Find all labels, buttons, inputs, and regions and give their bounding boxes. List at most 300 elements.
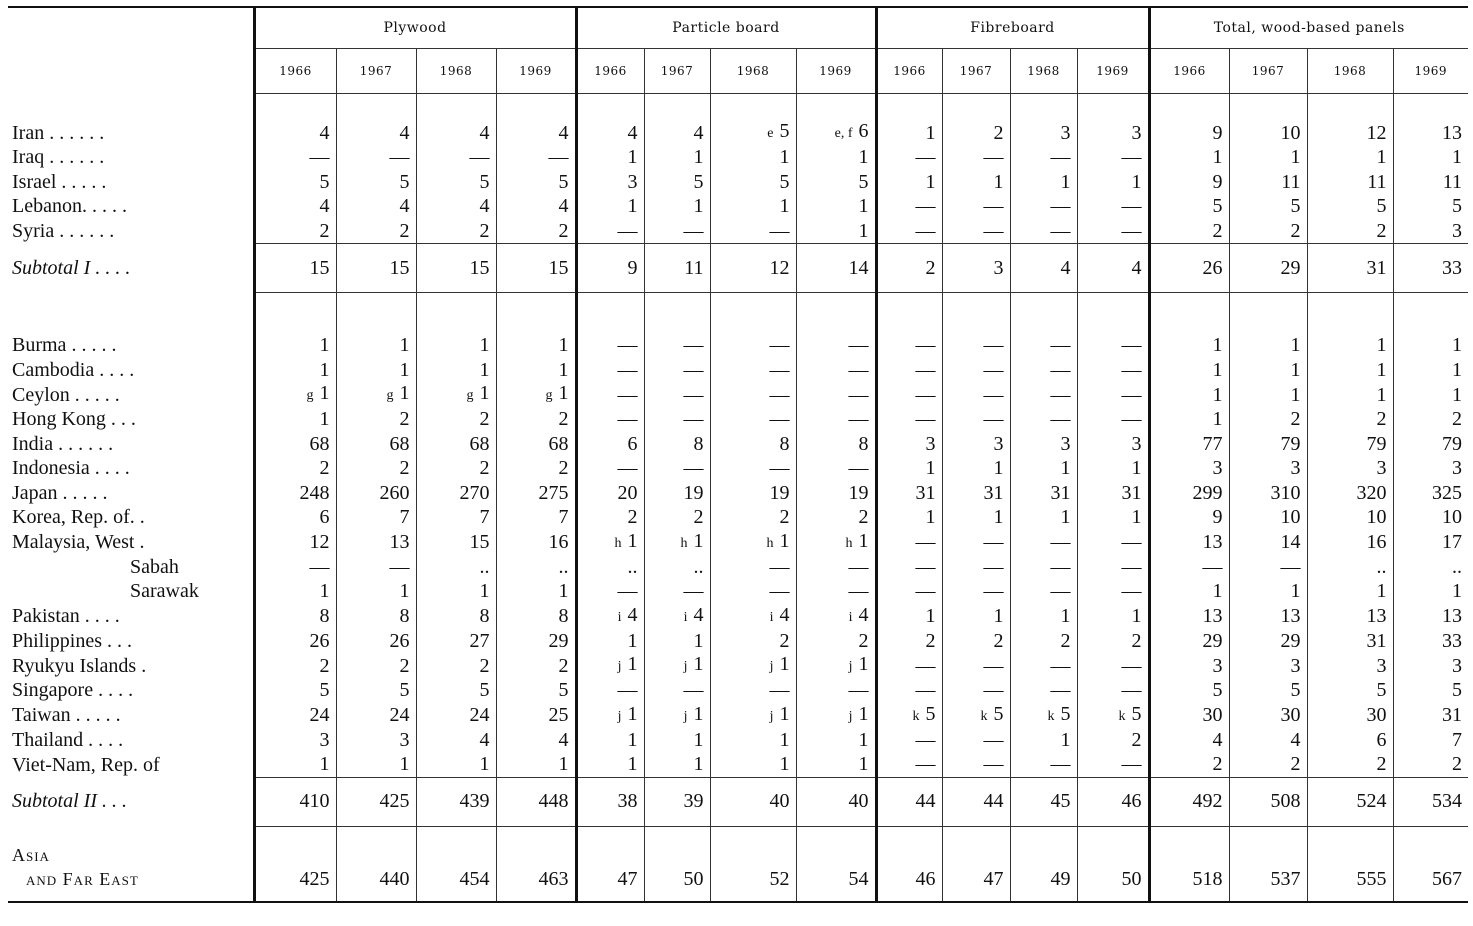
cell-value: 26 <box>309 629 330 652</box>
cell-value: 325 <box>1432 481 1462 504</box>
cell-value: 40 <box>848 790 869 812</box>
dot-leaders: . . . . <box>90 256 131 279</box>
subtotal-row-cell <box>1307 777 1393 826</box>
table-row-cell <box>1149 219 1229 244</box>
table-row-cell <box>1229 432 1307 457</box>
table-row-cell <box>576 120 644 145</box>
table-row-cell <box>254 555 336 580</box>
cell-value: 2 <box>1212 753 1223 776</box>
table-row-cell <box>1393 333 1468 358</box>
cell-value: 1 <box>479 358 490 381</box>
table-row-cell <box>1149 752 1229 777</box>
row-label-text: Japan <box>12 481 58 504</box>
cell-value: .. <box>1452 555 1462 578</box>
footnote-marker: h <box>845 535 853 551</box>
cell-value: 1 <box>858 653 869 675</box>
cell-value: 1 <box>925 121 936 144</box>
regional-total-row-cell <box>710 826 796 902</box>
table-row-cell <box>496 555 576 580</box>
cell-value: 6 <box>319 506 330 529</box>
table-row-cell <box>336 604 416 629</box>
cell-value: — <box>983 383 1004 406</box>
table-row-cell <box>876 678 942 703</box>
cell-value: — <box>617 383 638 406</box>
table-row-cell <box>1393 604 1468 629</box>
table-row-cell <box>1149 530 1229 555</box>
table-row-cell <box>416 407 496 432</box>
dot-leaders: . <box>134 506 145 529</box>
cell-value: 24 <box>469 704 490 726</box>
cell-value: 19 <box>848 481 869 504</box>
dot-leaders: . . . . . . <box>54 220 115 242</box>
table-row-cell <box>796 407 876 432</box>
subtotal-row-cell <box>644 777 710 826</box>
cell-value: 3 <box>1290 457 1301 480</box>
cell-value: 3 <box>993 256 1004 279</box>
table-row-cell <box>576 456 644 481</box>
table-row-cell <box>1393 728 1468 753</box>
year-header: 1969 <box>796 49 876 94</box>
table-row-cell <box>254 530 336 555</box>
cell-value: 9 <box>1212 170 1223 193</box>
table-row-cell <box>1307 653 1393 678</box>
table-row-cell <box>1393 752 1468 777</box>
table-row-cell <box>1149 145 1229 170</box>
cell-value: 567 <box>1432 867 1462 890</box>
table-row-cell <box>1077 728 1149 753</box>
cell-value: — <box>983 334 1004 357</box>
cell-value: 1 <box>558 753 569 776</box>
table-row-cell <box>1077 382 1149 407</box>
subtotal-row <box>8 244 1468 293</box>
table-row-cell <box>1010 456 1077 481</box>
cell-value: 9 <box>627 256 638 279</box>
table-row-cell <box>710 728 796 753</box>
table-row-cell <box>576 653 644 678</box>
year-header: 1968 <box>1010 49 1077 94</box>
row-label <box>8 194 254 219</box>
row-label-text: Subtotal I <box>12 256 91 279</box>
table-row-cell <box>336 145 416 170</box>
cell-value: 5 <box>479 170 490 193</box>
subtotal-row-cell <box>1077 244 1149 293</box>
table-row-cell <box>1229 505 1307 530</box>
footnote-marker: i <box>617 609 622 625</box>
table-row-cell <box>942 194 1010 219</box>
cell-value: — <box>683 219 704 242</box>
cell-value: 1 <box>858 195 869 218</box>
row-label <box>8 530 254 555</box>
table-row-cell <box>1077 555 1149 580</box>
cell-value: 2 <box>993 121 1004 144</box>
table-row-cell <box>576 432 644 457</box>
group-header: Plywood <box>254 8 576 49</box>
cell-value: — <box>1121 195 1142 218</box>
cell-value: 2 <box>925 256 936 279</box>
table-row-cell <box>254 728 336 753</box>
table-row-cell <box>336 653 416 678</box>
cell-value: — <box>617 679 638 702</box>
table-row-cell <box>942 653 1010 678</box>
table-row-cell <box>876 604 942 629</box>
cell-value: 5 <box>693 170 704 193</box>
table-row-cell <box>796 456 876 481</box>
cell-value: — <box>769 580 790 603</box>
dot-leaders: . . . . . <box>70 704 121 726</box>
table-row-cell <box>576 752 644 777</box>
dot-leaders: . <box>134 531 145 553</box>
cell-value: 3 <box>1452 457 1462 480</box>
table-row-cell <box>942 530 1010 555</box>
cell-value: 4 <box>1060 256 1071 279</box>
cell-value: 1 <box>1452 358 1462 381</box>
cell-value: — <box>915 654 936 677</box>
table-row-cell <box>796 728 876 753</box>
table-row-cell <box>1149 407 1229 432</box>
cell-value: 24 <box>389 704 410 726</box>
table-row-cell <box>1393 579 1468 604</box>
subtotal-row-cell <box>1393 777 1468 826</box>
table-row-cell <box>1149 505 1229 530</box>
cell-value: 1 <box>1452 146 1462 169</box>
table-row <box>8 579 1468 604</box>
row-label <box>8 358 254 383</box>
table-row-cell <box>1149 382 1229 407</box>
table-row-cell <box>496 728 576 753</box>
table-row-cell <box>416 530 496 555</box>
table-row-cell <box>1229 382 1307 407</box>
row-label <box>8 120 254 145</box>
cell-value: 1 <box>627 702 638 725</box>
cell-value: 463 <box>538 867 569 890</box>
cell-value: 49 <box>1050 867 1071 890</box>
cell-value: 3 <box>1212 457 1223 480</box>
cell-value: 2 <box>1131 728 1142 751</box>
spacer-row <box>8 94 1468 121</box>
cell-value: 5 <box>993 702 1004 725</box>
table-row-cell <box>1229 170 1307 195</box>
table-row-cell <box>876 170 942 195</box>
table-row-cell <box>1393 678 1468 703</box>
cell-value: — <box>915 358 936 381</box>
table-row-cell <box>576 703 644 728</box>
table-row-cell <box>942 333 1010 358</box>
row-label <box>8 752 254 777</box>
table-row-cell <box>710 481 796 506</box>
cell-value: 4 <box>558 195 569 218</box>
table-row-cell <box>1229 481 1307 506</box>
table-row-cell <box>942 382 1010 407</box>
table-row-cell <box>1393 530 1468 555</box>
table-row-cell <box>644 481 710 506</box>
table-row-cell <box>1229 120 1307 145</box>
cell-value: — <box>469 146 490 169</box>
cell-value: 2 <box>399 408 410 431</box>
cell-value: 270 <box>459 481 490 504</box>
table-row-cell <box>576 145 644 170</box>
cell-value: 2 <box>1290 219 1301 242</box>
table-row <box>8 333 1468 358</box>
row-label-text: Iran <box>12 121 45 144</box>
subtotal-row-cell <box>576 777 644 826</box>
cell-value: 13 <box>1202 531 1223 553</box>
cell-value: — <box>309 555 330 578</box>
year-header-row <box>8 49 1468 94</box>
cell-value: 31 <box>1366 256 1387 279</box>
table-row-cell <box>942 604 1010 629</box>
table-row-cell <box>876 728 942 753</box>
table-row-cell <box>416 170 496 195</box>
table-row-cell <box>1010 579 1077 604</box>
table-row-cell <box>876 579 942 604</box>
cell-value: 4 <box>558 121 569 144</box>
cell-value: 8 <box>479 605 490 627</box>
cell-value: 2 <box>1060 629 1071 652</box>
table-row-cell <box>254 219 336 244</box>
subtotal-row-cell <box>254 244 336 293</box>
cell-value: — <box>1202 555 1223 578</box>
table-row-cell <box>876 555 942 580</box>
dot-leaders: . . . . . <box>69 383 120 406</box>
table-row-cell <box>644 219 710 244</box>
cell-value: — <box>848 580 869 603</box>
table-row-cell <box>1149 604 1229 629</box>
table-row-cell <box>644 678 710 703</box>
table-row-cell <box>254 703 336 728</box>
dot-leaders: . . . . . <box>66 334 117 357</box>
cell-value: — <box>1121 219 1142 242</box>
table-row <box>8 555 1468 580</box>
cell-value: 4 <box>558 728 569 751</box>
cell-value: 6 <box>1376 728 1387 751</box>
cell-value: 16 <box>1366 531 1387 553</box>
table-row-cell <box>942 703 1010 728</box>
cell-value: — <box>1050 531 1071 553</box>
cell-value: 4 <box>399 195 410 218</box>
cell-value: 29 <box>1202 629 1223 652</box>
cell-value: 11 <box>1367 170 1387 193</box>
dot-leaders: . . . <box>97 790 127 812</box>
cell-value: 13 <box>1442 605 1462 627</box>
cell-value: 1 <box>858 146 869 169</box>
cell-value: 425 <box>299 867 330 890</box>
table-row-cell <box>1077 407 1149 432</box>
table-row-cell <box>942 629 1010 654</box>
cell-value: 44 <box>915 790 936 812</box>
cell-value: 5 <box>1452 679 1462 702</box>
cell-value: 4 <box>319 195 330 218</box>
table-row-cell <box>1307 505 1393 530</box>
cell-value: — <box>548 146 569 169</box>
table-row-cell <box>796 170 876 195</box>
table-row-cell <box>876 481 942 506</box>
subtotal-row-cell <box>644 244 710 293</box>
cell-value: 1 <box>627 728 638 751</box>
table-row-cell <box>1077 505 1149 530</box>
row-label-text: Taiwan <box>12 704 71 726</box>
subtotal-row-cell <box>576 244 644 293</box>
table-row-cell <box>416 505 496 530</box>
table-row-cell <box>1229 358 1307 383</box>
cell-value: 7 <box>479 506 490 529</box>
cell-value: 1 <box>1290 358 1301 381</box>
table-row <box>8 194 1468 219</box>
table-row-cell <box>1010 481 1077 506</box>
table-row-cell <box>710 703 796 728</box>
year-header: 1966 <box>876 49 942 94</box>
cell-value: 1 <box>1212 334 1223 357</box>
cell-value: 2 <box>1131 629 1142 652</box>
cell-value: 31 <box>1121 481 1142 504</box>
table-row-cell <box>796 358 876 383</box>
cell-value: 9 <box>1212 121 1223 144</box>
footnote-marker: j <box>848 708 853 724</box>
table-row-cell <box>644 194 710 219</box>
cell-value: 2 <box>993 629 1004 652</box>
regional-total-row-cell <box>876 826 942 902</box>
subtotal-row-cell <box>1149 244 1229 293</box>
group-header: Total, wood-based panels <box>1149 8 1468 49</box>
cell-value: 2 <box>779 506 790 529</box>
cell-value: 5 <box>1290 195 1301 218</box>
table-row-cell <box>336 555 416 580</box>
cell-value: 299 <box>1192 481 1223 504</box>
footnote-marker: j <box>683 708 688 724</box>
table-row-cell <box>254 194 336 219</box>
table-row <box>8 703 1468 728</box>
cell-value: 79 <box>1442 432 1462 455</box>
cell-value: — <box>983 408 1004 431</box>
table-row-cell <box>1393 407 1468 432</box>
cell-value: 4 <box>319 121 330 144</box>
table-row-cell <box>416 120 496 145</box>
row-label-text: Subtotal II <box>12 790 97 812</box>
bottom-rule <box>8 902 1468 903</box>
table-row-cell <box>1149 653 1229 678</box>
cell-value: 1 <box>1452 580 1462 603</box>
cell-value: 425 <box>379 790 410 812</box>
table-row-cell <box>942 219 1010 244</box>
table-row-cell <box>1149 629 1229 654</box>
cell-value: 8 <box>779 432 790 455</box>
table-row-cell <box>254 604 336 629</box>
table-row-cell <box>1229 333 1307 358</box>
table-row-cell <box>336 333 416 358</box>
cell-value: 8 <box>858 432 869 455</box>
cell-value: — <box>983 358 1004 381</box>
cell-value: 12 <box>309 531 330 553</box>
cell-value: 3 <box>1452 654 1462 677</box>
table-row <box>8 530 1468 555</box>
cell-value: — <box>1121 334 1142 357</box>
dot-leaders: . . . . . . <box>53 432 114 455</box>
table-row-cell <box>644 653 710 678</box>
table-row-cell <box>254 120 336 145</box>
table-row-cell <box>644 358 710 383</box>
row-label-text: India <box>12 432 54 455</box>
cell-value: 30 <box>1202 704 1223 726</box>
row-label <box>8 604 254 629</box>
table-row-cell <box>576 678 644 703</box>
table-row-cell <box>576 604 644 629</box>
cell-value: 4 <box>1131 256 1142 279</box>
table-row-cell <box>416 432 496 457</box>
table-row-cell <box>1393 170 1468 195</box>
table-row-cell <box>336 358 416 383</box>
cell-value: 1 <box>925 506 936 529</box>
cell-value: 537 <box>1270 867 1301 890</box>
table-row-cell <box>710 145 796 170</box>
cell-value: 2 <box>558 654 569 677</box>
cell-value: 1 <box>1290 334 1301 357</box>
cell-value: 2 <box>779 629 790 652</box>
cell-value: — <box>1050 146 1071 169</box>
table-row <box>8 481 1468 506</box>
cell-value: 260 <box>379 481 410 504</box>
table-row-cell <box>644 752 710 777</box>
table-row-cell <box>1149 728 1229 753</box>
cell-value: 47 <box>617 867 638 890</box>
table-row-cell <box>496 653 576 678</box>
table-row-cell <box>336 382 416 407</box>
cell-value: 1 <box>779 146 790 169</box>
table-row-cell <box>1229 456 1307 481</box>
cell-value: — <box>683 457 704 480</box>
cell-value: 1 <box>399 580 410 603</box>
cell-value: 1 <box>558 580 569 603</box>
table-row-cell <box>336 481 416 506</box>
cell-value: 12 <box>769 256 790 279</box>
cell-value: — <box>848 383 869 406</box>
table-row-cell <box>710 530 796 555</box>
table-row-cell <box>254 145 336 170</box>
table-row-cell <box>336 703 416 728</box>
table-row-cell <box>1307 481 1393 506</box>
cell-value: 1 <box>1060 170 1071 193</box>
table-row-cell <box>416 145 496 170</box>
cell-value: .. <box>1376 555 1387 578</box>
cell-value: 534 <box>1432 790 1462 812</box>
footnote-marker: j <box>683 659 688 674</box>
subtotal-row-cell <box>496 244 576 293</box>
row-label-text: Korea, Rep. of. <box>12 506 135 529</box>
regional-total-row-cell <box>496 826 576 902</box>
table-row-cell <box>1077 703 1149 728</box>
regional-total-row-cell <box>942 826 1010 902</box>
footnote-marker: e, f <box>834 126 853 141</box>
cell-value: 15 <box>469 256 490 279</box>
cell-value: 1 <box>1060 457 1071 480</box>
table-row-cell <box>1010 752 1077 777</box>
table-row-cell <box>1393 358 1468 383</box>
table-row-cell <box>942 170 1010 195</box>
dot-leaders: . . . . <box>89 457 130 480</box>
row-label-text: Israel <box>12 170 57 193</box>
table-row-cell <box>1077 752 1149 777</box>
cell-value: 1 <box>319 382 330 404</box>
table-row-cell <box>796 604 876 629</box>
table-row-cell <box>1149 170 1229 195</box>
table-row-cell <box>1149 555 1229 580</box>
table-row <box>8 120 1468 145</box>
footnote-marker: h <box>614 535 622 551</box>
table-row <box>8 432 1468 457</box>
cell-value: 555 <box>1356 867 1387 890</box>
subtotal-row-cell <box>876 777 942 826</box>
table-row-cell <box>876 530 942 555</box>
cell-value: 11 <box>1281 170 1301 193</box>
table-row-cell <box>1307 194 1393 219</box>
